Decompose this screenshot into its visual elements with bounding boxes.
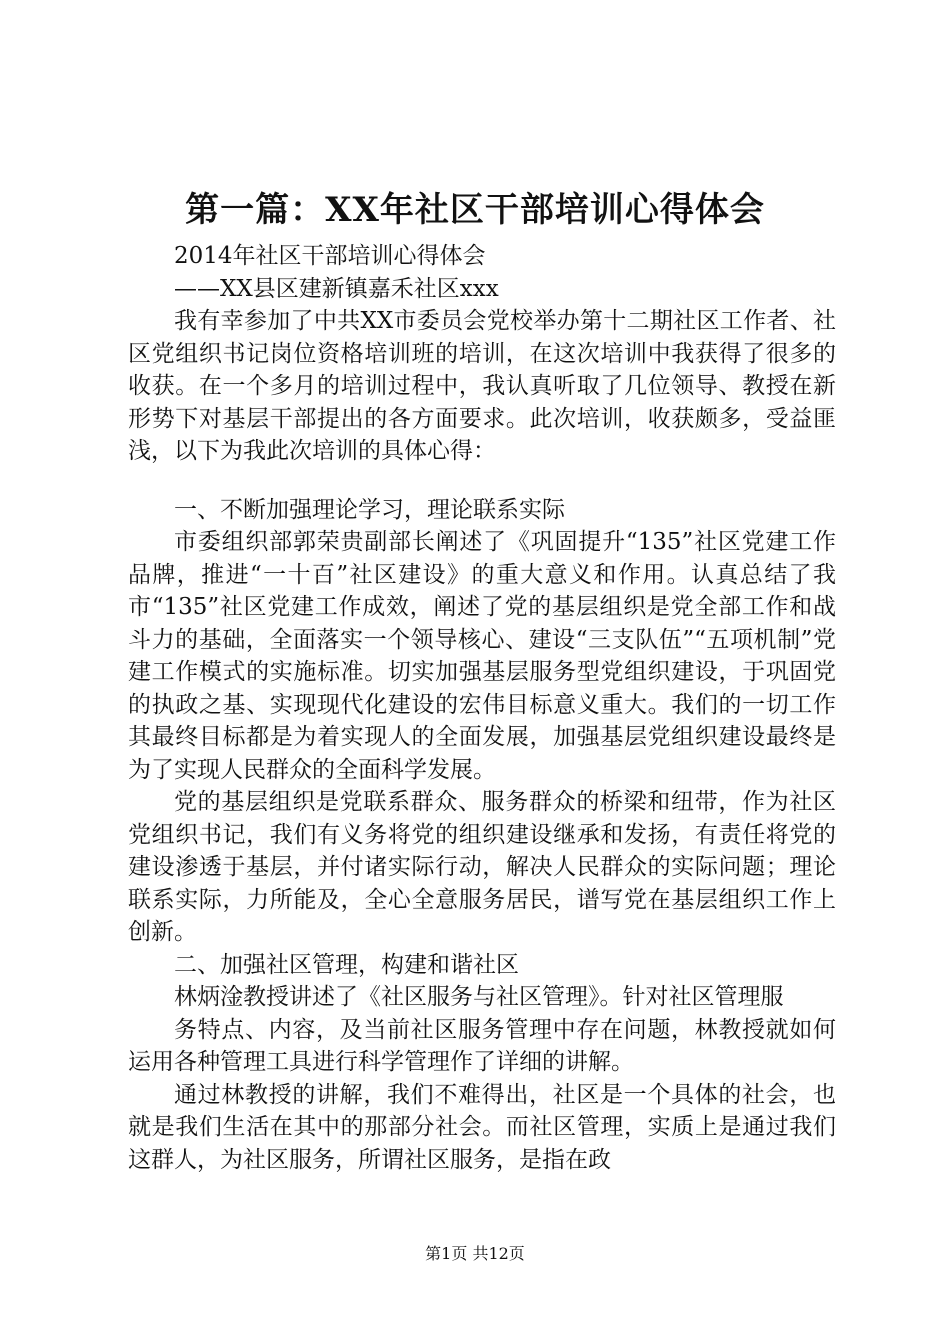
body-paragraph: 林炳淦教授讲述了《社区服务与社区管理》。针对社区管理服 (174, 984, 784, 1010)
body-paragraph: 党的基层组织是党联系群众、服务群众的桥梁和纽带，作为社区党组织书记，我们有义务将党的组织建设继承和发扬，有责任将党的建设渗透于基层，并付诸实际行动，解决人民群众的实际问题；理论联系实际，力所能及，全心全意服务居民，谱写党在基层组织工作上创新。 (128, 789, 836, 945)
body-paragraph: 通过林教授的讲解，我们不难得出，社区是一个具体的社会，也就是我们生活在其中的那部分社会。而社区管理，实质上是通过我们这群人，为社区服务，所谓社区服务，是指在政 (128, 1081, 836, 1173)
body-paragraph: 务特点、内容，及当前社区服务管理中存在问题，林教授就如何运用各种管理工具进行科学管理作了详细的讲解。 (128, 1016, 836, 1075)
section-heading: 一、不断加强理论学习，理论联系实际 (174, 496, 565, 523)
section-heading: 二、加强社区管理，构建和谐社区 (174, 951, 519, 978)
paragraph-gap (128, 468, 836, 494)
page-footer: 第1页 共12页 (425, 1244, 525, 1263)
author-line: ——XX县区建新镇嘉禾社区xxx (174, 275, 499, 302)
subtitle-line: 2014年社区干部培训心得体会 (174, 243, 486, 269)
body-paragraph: 市委组织部郭荣贵副部长阐述了《巩固提升“135”社区党建工作品牌，推进“一十百”社区建设》的重大意义和作用。认真总结了我市“135”社区党建工作成效，阐述了党的基层组织是党全部工作和战斗力的基础，全面落实一个领导核心、建设“三支队伍”“五项机制”党建工作模式的实施标准。切实加强基层服务型党组织建设，于巩固党的执政之基、实现现代化建设的宏伟目标意义重大。我们的一切工作其最终目标都是为着实现人的全面发展，加强基层党组织建设最终是为了实现人民群众的全面科学发展。 (128, 529, 836, 783)
body-paragraph: 我有幸参加了中共XX市委员会党校举办第十二期社区工作者、社区党组织书记岗位资格培训班的培训，在这次培训中我获得了很多的收获。在一个多月的培训过程中，我认真听取了几位领导、教授在新形势下对基层干部提出的各方面要求。此次培训，收获颇多，受益匪浅，以下为我此次培训的具体心得： (128, 308, 836, 464)
document-title: 第一篇：XX年社区干部培训心得体会 (185, 190, 765, 230)
document-body (128, 240, 836, 1176)
